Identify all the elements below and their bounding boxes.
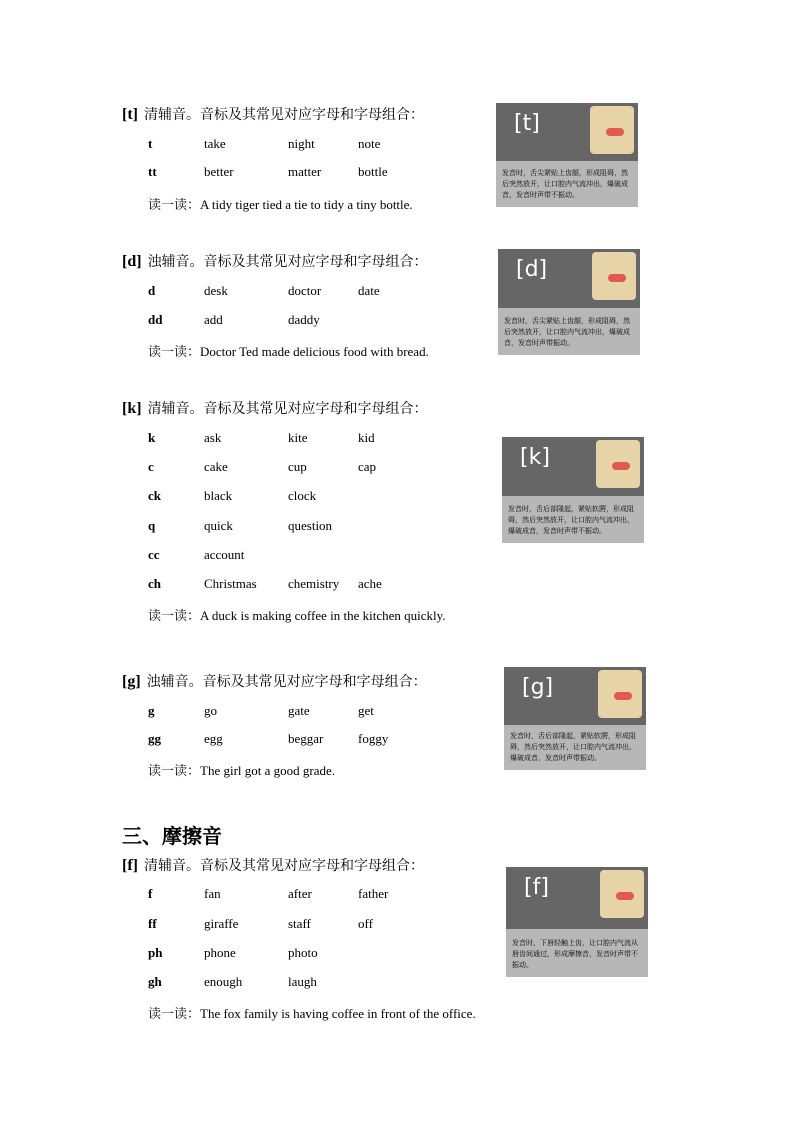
phonetic-symbol: [t] [122, 106, 138, 123]
card-description: 发音时，舌后部隆起，紧贴软腭，形成阻碍，然后突然放开，让口腔内气流冲出，爆破成音，发音时声带不振动。 [508, 505, 634, 535]
word: staff [288, 916, 311, 931]
word: cap [358, 459, 377, 474]
word: black [204, 488, 233, 503]
read-label: 读一读： [148, 344, 201, 359]
word: date [358, 283, 380, 298]
word: go [204, 703, 217, 718]
mouth-diagram-icon [596, 440, 640, 488]
word: fan [204, 886, 221, 901]
word: quick [204, 518, 233, 533]
section-heading [122, 398, 428, 418]
word: clock [288, 488, 317, 503]
mouth-diagram-icon [592, 252, 636, 300]
word: cake [204, 459, 228, 474]
word: after [288, 886, 312, 901]
word: take [204, 136, 226, 151]
word: note [358, 136, 381, 151]
heading-text: 清辅音。音标及其常见对应字母和字母组合： [147, 402, 428, 417]
word: question [288, 518, 333, 533]
word: father [358, 886, 389, 901]
pronunciation-card [496, 103, 638, 207]
card-symbol: [d] [516, 257, 548, 282]
word: get [358, 703, 374, 718]
phonetic-symbol: [k] [122, 400, 142, 417]
read-label: 读一读： [148, 608, 201, 623]
read-sentence: Doctor Ted made delicious food with bread. [200, 344, 429, 359]
letters: dd [148, 312, 163, 327]
word: night [288, 136, 315, 151]
word: phone [204, 945, 236, 960]
card-symbol: [t] [514, 111, 540, 136]
mouth-diagram-icon [590, 106, 634, 154]
word: ask [204, 430, 222, 445]
word: desk [204, 283, 228, 298]
card-description: 发音时，舌尖紧贴上齿龈，形成阻碍，然后突然放开，让口腔内气流冲出，爆破成音，发音时声带不振动。 [502, 169, 628, 199]
phonetic-symbol: [g] [122, 673, 141, 690]
word: chemistry [288, 576, 340, 591]
card-description: 发音时，下唇轻触上齿，让口腔内气流从唇齿间通过，形成摩擦音，发音时声带不振动。 [512, 939, 638, 969]
read-aloud-line [148, 760, 335, 779]
mouth-diagram-icon [600, 870, 644, 918]
phonetic-symbol: [f] [122, 857, 138, 874]
pronunciation-card [504, 667, 646, 770]
read-sentence: The fox family is having coffee in front of the office. [200, 1006, 476, 1021]
letters: gh [148, 974, 162, 989]
letters: c [148, 459, 154, 474]
word: enough [204, 974, 243, 989]
read-label: 读一读： [148, 1006, 201, 1021]
read-label: 读一读： [148, 763, 201, 778]
pronunciation-card [506, 867, 648, 977]
word: kid [358, 430, 375, 445]
word: ache [358, 576, 382, 591]
letters: ck [148, 488, 161, 503]
heading-text: 清辅音。音标及其常见对应字母和字母组合： [143, 108, 424, 123]
word: foggy [358, 731, 389, 746]
letters: tt [148, 164, 157, 179]
heading-text: 浊辅音。音标及其常见对应字母和字母组合： [146, 675, 427, 690]
letters: cc [148, 547, 160, 562]
word: daddy [288, 312, 320, 327]
word: matter [288, 164, 322, 179]
word: photo [288, 945, 318, 960]
read-sentence: A tidy tiger tied a tie to tidy a tiny bottle. [200, 197, 413, 212]
word: better [204, 164, 234, 179]
word: doctor [288, 283, 322, 298]
card-symbol: [g] [522, 675, 554, 700]
letters: ph [148, 945, 163, 960]
word: laugh [288, 974, 317, 989]
word: egg [204, 731, 223, 746]
word: cup [288, 459, 307, 474]
word: gate [288, 703, 310, 718]
mouth-diagram-icon [598, 670, 642, 718]
heading-text: 浊辅音。音标及其常见对应字母和字母组合： [147, 255, 428, 270]
letters: t [148, 136, 153, 151]
section-heading [122, 855, 424, 875]
letters: f [148, 886, 153, 901]
read-sentence: The girl got a good grade. [200, 763, 336, 778]
section-heading [122, 251, 428, 271]
word: kite [288, 430, 308, 445]
letters: d [148, 283, 156, 298]
read-label: 读一读： [148, 197, 201, 212]
card-symbol: [f] [524, 875, 549, 900]
word: beggar [288, 731, 324, 746]
phonetic-symbol: [d] [122, 253, 142, 270]
word: Christmas [204, 576, 257, 591]
read-aloud-line [148, 341, 429, 360]
card-description: 发音时，舌后部隆起，紧贴软腭，形成阻碍，然后突然放开，让口腔内气流冲出，爆破成音，发音时声带振动。 [510, 732, 636, 762]
read-aloud-line [148, 605, 446, 624]
letters: q [148, 518, 156, 533]
read-aloud-line [148, 1003, 476, 1022]
chapter-heading: 三、摩擦音 [122, 826, 222, 848]
letters: k [148, 430, 156, 445]
pronunciation-card [498, 249, 640, 355]
heading-text: 清辅音。音标及其常见对应字母和字母组合： [143, 859, 424, 874]
letters: g [148, 703, 155, 718]
word: add [204, 312, 223, 327]
card-description: 发音时，舌尖紧贴上齿龈，形成阻碍，然后突然放开，让口腔内气流冲出，爆破成音，发音时声带振动。 [504, 317, 630, 347]
read-aloud-line [148, 194, 413, 213]
word: account [204, 547, 245, 562]
word: giraffe [204, 916, 239, 931]
letters: ff [148, 916, 157, 931]
word: bottle [358, 164, 388, 179]
pronunciation-card [502, 437, 644, 543]
letters: gg [148, 731, 161, 746]
card-symbol: [k] [520, 445, 550, 470]
section-heading [122, 671, 427, 691]
read-sentence: A duck is making coffee in the kitchen quickly. [200, 608, 446, 623]
word: off [358, 916, 373, 931]
section-heading [122, 104, 424, 124]
letters: ch [148, 576, 161, 591]
